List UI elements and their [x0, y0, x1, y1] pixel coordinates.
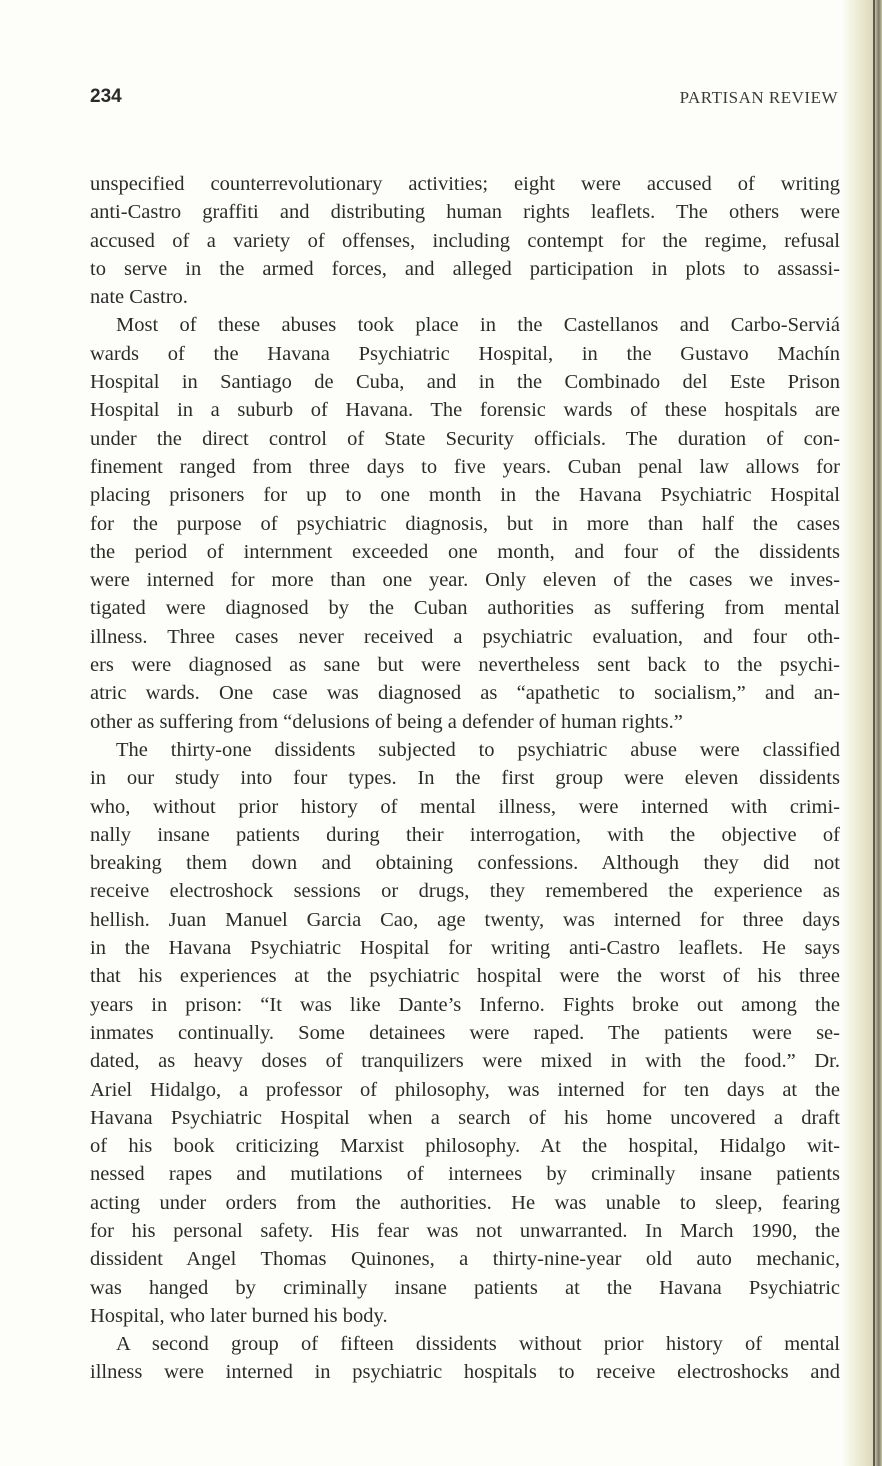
page-binding-shadow [842, 0, 882, 1466]
text-line: accused of a variety of offenses, including contempt for the regime, refusal [90, 229, 840, 252]
text-line: to serve in the armed forces, and alleged participation in plots to assassi- [90, 257, 840, 280]
running-head: PARTISAN REVIEW [679, 88, 838, 107]
text-line: was hanged by criminally insane patients at the Havana Psychiatric [90, 1276, 840, 1299]
paragraph [90, 736, 840, 1330]
text-line: receive electroshock sessions or drugs, they remembered the experience as [90, 880, 840, 903]
text-line: breaking them down and obtaining confessions. Although they did not [90, 852, 840, 875]
text-line: unspecified counterrevolutionary activities; eight were accused of writing [90, 173, 840, 195]
text-line: finement ranged from three days to five years. Cuban penal law allows for [90, 455, 840, 478]
text-line: illness were interned in psychiatric hospitals to receive electroshocks and [90, 1361, 840, 1384]
text-line: in the Havana Psychiatric Hospital for writing anti-Castro leaflets. He says [90, 937, 840, 960]
text-line: The thirty-one dissidents subjected to psychiatric abuse were classified [116, 738, 840, 761]
text-line: Hospital in Santiago de Cuba, and in the Combinado del Este Prison [90, 371, 840, 394]
paragraph [90, 170, 840, 311]
text-line: acting under orders from the authorities. He was unable to sleep, fearing [90, 1191, 840, 1214]
text-line: Hospital in a suburb of Havana. The forensic wards of these hospitals are [90, 399, 840, 422]
text-line: A second group of fifteen dissidents without prior history of mental [116, 1333, 840, 1356]
text-line: other as suffering from “delusions of being a defender of human rights.” [90, 710, 683, 733]
text-line: dated, as heavy doses of tranquilizers were mixed in with the food.” Dr. [90, 1050, 840, 1073]
text-line: atric wards. One case was diagnosed as “apathetic to socialism,” and an- [90, 682, 840, 705]
text-line: of his book criticizing Marxist philosophy. At the hospital, Hidalgo wit- [90, 1135, 840, 1158]
text-line: nally insane patients during their interrogation, with the objective of [90, 823, 840, 846]
text-line: Hospital, who later burned his body. [90, 1304, 388, 1327]
text-line: for his personal safety. His fear was not unwarranted. In March 1990, the [90, 1219, 840, 1242]
text-line: nessed rapes and mutilations of internees by criminally insane patients [90, 1163, 840, 1186]
text-line: in our study into four types. In the first group were eleven dissidents [90, 767, 840, 790]
text-line: inmates continually. Some detainees were raped. The patients were se- [90, 1021, 840, 1044]
text-line: Ariel Hidalgo, a professor of philosophy, was interned for ten days at the [90, 1078, 840, 1101]
text-line: illness. Three cases never received a psychiatric evaluation, and four oth- [90, 625, 840, 648]
text-line: the period of internment exceeded one month, and four of the dissidents [90, 540, 840, 563]
text-line: dissident Angel Thomas Quinones, a thirty-nine-year old auto mechanic, [90, 1248, 840, 1271]
text-line: tigated were diagnosed by the Cuban authorities as suffering from mental [90, 597, 840, 620]
text-line: wards of the Havana Psychiatric Hospital, in the Gustavo Machín [90, 342, 840, 365]
text-line: who, without prior history of mental illness, were interned with crimi- [90, 795, 840, 818]
page-number: 234 [90, 86, 122, 107]
text-line: years in prison: “It was like Dante’s Inferno. Fights broke out among the [90, 993, 840, 1016]
text-line: hellish. Juan Manuel Garcia Cao, age twenty, was interned for three days [90, 908, 840, 931]
text-line: nate Castro. [90, 286, 188, 309]
text-line: anti-Castro graffiti and distributing human rights leaflets. The others were [90, 201, 840, 224]
text-line: ers were diagnosed as sane but were nevertheless sent back to the psychi- [90, 654, 840, 677]
text-line: placing prisoners for up to one month in the Havana Psychiatric Hospital [90, 484, 840, 507]
body-text [90, 170, 840, 1387]
text-line: that his experiences at the psychiatric hospital were the worst of his three [90, 965, 840, 988]
paragraph [90, 311, 840, 735]
text-line: Havana Psychiatric Hospital when a search of his home uncovered a draft [90, 1106, 840, 1129]
text-line: Most of these abuses took place in the Castellanos and Carbo-Serviá [116, 314, 840, 337]
page-edge-line [873, 0, 875, 1466]
text-line: under the direct control of State Security officials. The duration of con- [90, 427, 840, 450]
text-line: for the purpose of psychiatric diagnosis, but in more than half the cases [90, 512, 840, 535]
text-line: were interned for more than one year. Only eleven of the cases we inves- [90, 569, 840, 592]
paragraph [90, 1330, 840, 1387]
